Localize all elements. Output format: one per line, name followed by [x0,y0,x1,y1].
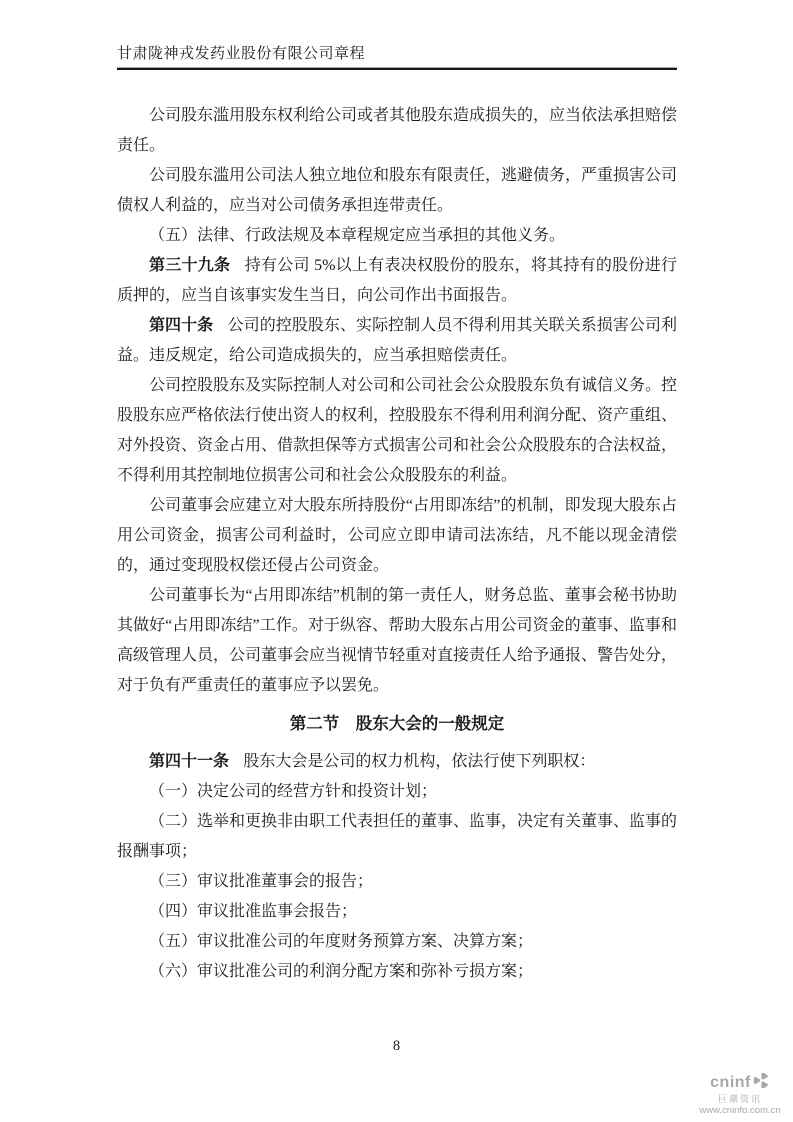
paragraph [117,311,677,371]
list-item [117,867,677,897]
cninfo-url: www.cninfo.com.cn [699,1104,781,1116]
paragraph-text: （四）审议批准监事会报告； [149,903,358,920]
list-item [117,957,677,987]
paragraph-text: 股东大会是公司的权力机构，依法行使下列职权： [243,753,596,770]
article-number: 第四十一条 [149,753,230,770]
paragraph-text: （五）法律、行政法规及本章程规定应当承担的其他义务。 [149,227,566,244]
cninfo-logo [694,1072,786,1116]
list-item [117,807,677,867]
paragraph-text: 公司董事长为“占用即冻结”机制的第一责任人，财务总监、董事会秘书协助其做好“占用即冻结”工作。对于纵容、帮助大股东占用公司资金的董事、监事和高级管理人员，公司董事会应当视情节轻重对直接责任人给予通报、警告处分，对于负有严重责任的董事应予以罢免。 [117,587,678,694]
cninfo-chinese-name: 巨潮资讯 [717,1093,762,1104]
paragraph [117,491,677,581]
document-title: 甘肃陇神戎发药业股份有限公司章程 [117,46,366,62]
paragraph-text: 公司控股股东及实际控制人对公司和公司社会公众股股东负有诚信义务。控股股东应严格依法行使出资人的权利，控股股东不得利用利润分配、资产重组、对外投资、资金占用、借款担保等方式损害公司和社会公众股股东的合法权益，不得利用其控制地位损害公司和社会公众股股东的利益。 [117,377,678,484]
paragraph [117,747,677,777]
paragraph-text: 公司的控股股东、实际控制人员不得利用其关联关系损害公司利益。违反规定，给公司造成损失的，应当承担赔偿责任。 [117,317,677,364]
paragraph [117,371,677,491]
article-number: 第四十条 [149,317,214,334]
section-heading [117,709,677,739]
paragraph [117,101,677,161]
header-divider [117,67,677,70]
paragraph-text: 公司股东滥用公司法人独立地位和股东有限责任，逃避债务，严重损害公司债权人利益的，应当对公司债务承担连带责任。 [117,167,678,214]
paragraph-text: （五）审议批准公司的年度财务预算方案、决算方案； [149,933,534,950]
list-item [117,777,677,807]
paragraph-text: （三）审议批准董事会的报告； [149,873,374,890]
paragraph [117,161,677,221]
cninfo-logo-row [694,1072,786,1094]
paragraph [117,251,677,311]
paragraph [117,581,677,701]
list-item [117,927,677,957]
paragraph-text: （二）选举和更换非由职工代表担任的董事、监事，决定有关董事、监事的报酬事项； [117,813,678,860]
document-body [117,101,677,987]
paragraph [117,221,677,251]
section-number: 第二节 [289,714,340,733]
cninfo-brand-text: cninf [710,1074,751,1092]
page-number: 8 [392,1038,401,1054]
paragraph-text: （六）审议批准公司的利润分配方案和弥补亏损方案； [149,963,534,980]
list-item [117,897,677,927]
paragraph-text: 持有公司 5%以上有表决权股份的股东，将其持有的股份进行质押的，应当自该事实发生当日，向公司作出书面报告。 [117,257,677,304]
paragraph-text: 公司董事会应建立对大股东所持股份“占用即冻结”的机制，即发现大股东占用公司资金，损害公司利益时，公司应立即申请司法冻结，凡不能以现金清偿的，通过变现股权偿还侵占公司资金。 [117,497,677,574]
pinwheel-swirl-icon [753,1072,770,1094]
paragraph-text: （一）决定公司的经营方针和投资计划； [149,783,438,800]
section-title: 股东大会的一般规定 [355,714,505,733]
paragraph-text: 公司股东滥用股东权利给公司或者其他股东造成损失的，应当依法承担赔偿责任。 [117,107,678,154]
page-header [117,44,677,70]
article-number: 第三十九条 [149,257,231,274]
